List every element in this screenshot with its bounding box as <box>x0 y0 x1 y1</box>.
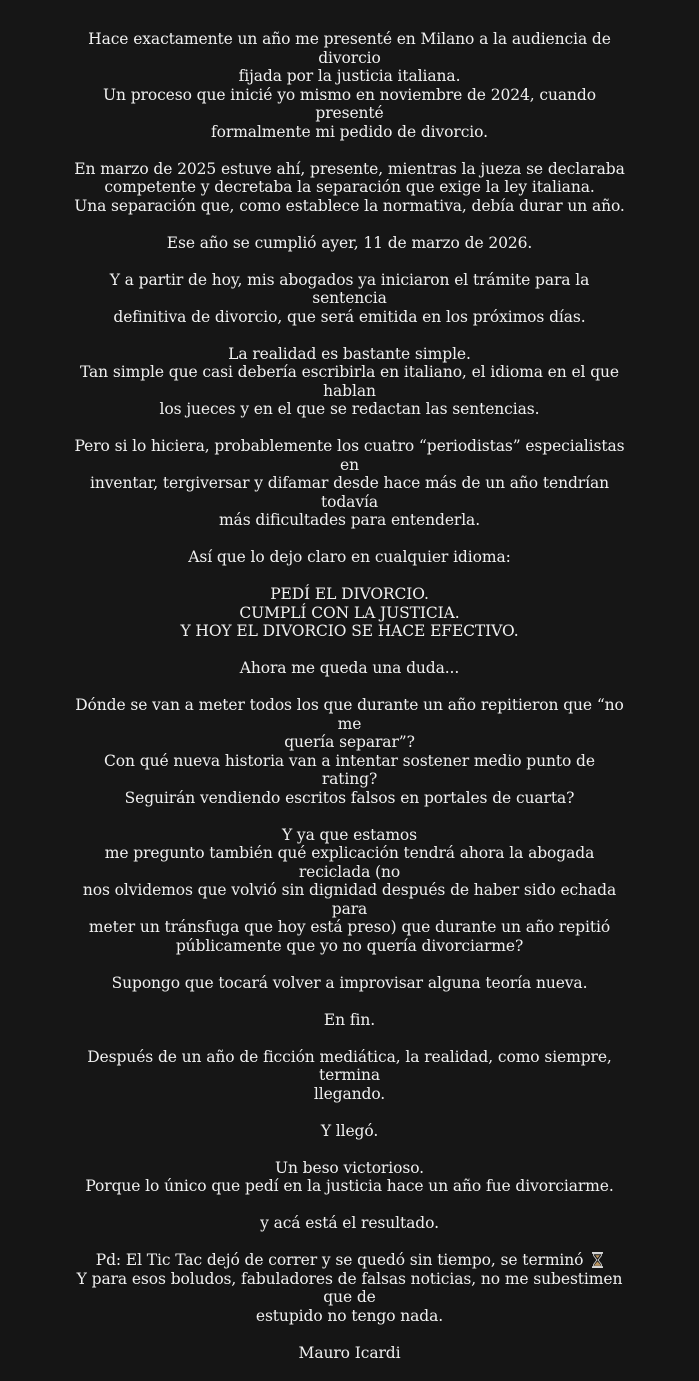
text-line: En fin. <box>323 1010 376 1029</box>
statement-paragraph <box>74 1214 625 1233</box>
text-line: Y llegó. <box>320 1121 379 1140</box>
statement-paragraph <box>74 234 625 253</box>
text-line: formalmente mi pedido de divorcio. <box>211 122 488 141</box>
text-line: Así que lo dejo claro en cualquier idioma: <box>188 548 511 566</box>
text-line: inventar, tergiversar y difamar desde hace más de un año tendrían todavía <box>90 474 609 511</box>
statement-text <box>74 30 625 1381</box>
text-line: Tan simple que casi debería escribirla en italiano, el idioma en el que hablan <box>80 363 619 400</box>
text-line: quería separar”? <box>284 733 415 751</box>
text-line: públicamente que yo no quería divorciarme? <box>175 936 524 955</box>
text-line: Porque lo único que pedí en la justicia hace un año fue divorciarme. <box>85 1177 614 1195</box>
postscript-text: Pd: El Tic Tac dejó de correr y se quedó sin tiempo, se terminó <box>95 1251 584 1269</box>
text-line: competente y decretaba la separación que exige la ley italiana. <box>104 178 595 196</box>
text-line: Ese año se cumplió ayer, 11 de marzo de 2026. <box>166 233 533 252</box>
statement-paragraph <box>74 1011 625 1030</box>
statement-paragraphs <box>74 30 625 1233</box>
text-line: Con qué nueva historia van a intentar sostener medio punto de rating? <box>104 751 595 788</box>
text-line: Después de un año de ficción mediática, la realidad, como siempre, termina <box>87 1047 612 1084</box>
postscript-paragraph <box>74 1251 625 1325</box>
text-line: nos olvidemos que volvió sin dignidad después de haber sido echada para <box>82 881 617 918</box>
text-line: PEDÍ EL DIVORCIO. <box>270 585 429 603</box>
statement-paragraph <box>74 548 625 567</box>
text-line: Y HOY EL DIVORCIO SE HACE EFECTIVO. <box>180 622 519 640</box>
statement-paragraph <box>74 696 625 807</box>
statement-paragraph <box>74 30 625 141</box>
statement-paragraph <box>74 659 625 678</box>
text-line: Seguirán vendiendo escritos falsos en portales de cuarta? <box>124 788 575 807</box>
statement-paragraph <box>74 437 625 530</box>
statement-paragraph <box>74 974 625 993</box>
text-line: y acá está el resultado. <box>260 1214 439 1232</box>
text-line: Supongo que tocará volver a improvisar alguna teoría nueva. <box>111 973 588 992</box>
text-line: Y ya que estamos <box>281 825 418 844</box>
text-line: Y para esos boludos, fabuladores de falsas noticias, no me subestimen que de <box>76 1269 623 1306</box>
text-line: definitiva de divorcio, que será emitida en los próximos días. <box>113 307 586 326</box>
postscript-lines <box>74 1270 625 1326</box>
text-line: CUMPLÍ CON LA JUSTICIA. <box>239 603 460 622</box>
signature: Mauro Icardi <box>298 1343 401 1362</box>
text-line: los jueces y en el que se redactan las sentencias. <box>159 400 540 418</box>
text-line: Un proceso que inicié yo mismo en noviembre de 2024, cuando presenté <box>103 85 596 122</box>
statement-paragraph <box>74 345 625 419</box>
text-line: más dificultades para entenderla. <box>218 511 481 529</box>
statement-paragraph <box>74 1122 625 1141</box>
text-line: Hace exactamente un año me presenté en Milano a la audiencia de divorcio <box>88 30 611 67</box>
postscript-first-line <box>74 1251 625 1270</box>
statement-paragraph <box>74 160 625 216</box>
statement-paragraph <box>74 826 625 956</box>
text-line: Pero si lo hiciera, probablemente los cuatro “periodistas” especialistas en <box>74 437 625 474</box>
text-line: Un beso victorioso. <box>275 1158 424 1177</box>
text-line: La realidad es bastante simple. <box>228 344 471 363</box>
text-line: Una separación que, como establece la normativa, debía durar un año. <box>74 196 625 215</box>
text-line: Y a partir de hoy, mis abogados ya iniciaron el trámite para la sentencia <box>109 270 590 307</box>
text-line: me pregunto también qué explicación tendrá ahora la abogada reciclada (no <box>104 844 595 881</box>
hourglass-icon <box>592 1252 603 1268</box>
text-line: meter un tránsfuga que hoy está preso) que durante un año repitió <box>88 918 611 936</box>
statement-paragraph <box>74 585 625 641</box>
text-line: fijada por la justicia italiana. <box>238 67 461 85</box>
statement-paragraph <box>74 1048 625 1104</box>
statement-paragraph <box>74 1159 625 1196</box>
statement-paragraph <box>74 271 625 327</box>
text-line: estupido no tengo nada. <box>255 1306 444 1325</box>
text-line: En marzo de 2025 estuve ahí, presente, mientras la jueza se declaraba <box>74 159 625 178</box>
text-line: llegando. <box>313 1084 386 1103</box>
text-line: Dónde se van a meter todos los que durante un año repitieron que “no me <box>75 696 624 733</box>
text-line: Ahora me queda una duda... <box>239 659 460 677</box>
